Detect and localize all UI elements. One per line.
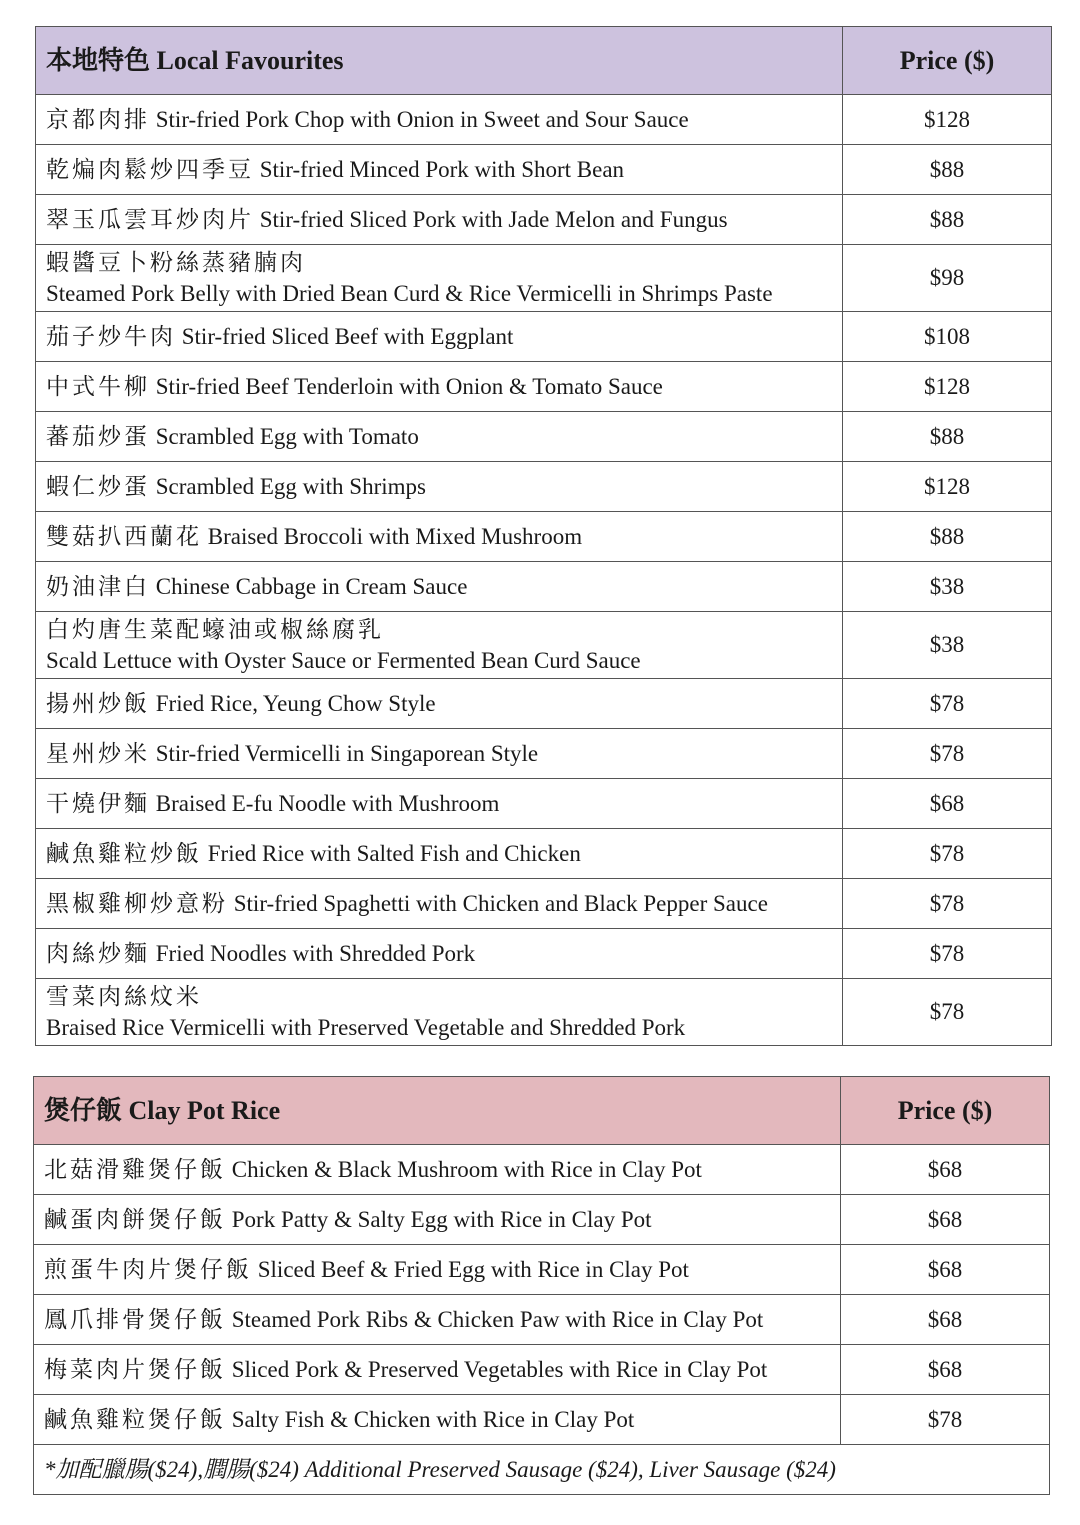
dish-name-cell [36, 612, 843, 679]
dish-price: $88 [843, 195, 1052, 245]
dish-english-name: Stir-fried Vermicelli in Singaporean Style [155, 740, 539, 766]
dish-english-name: Steamed Pork Belly with Dried Bean Curd & Rice Vermicelli in Shrimps Paste [46, 281, 773, 306]
table-header-row [34, 1077, 1050, 1145]
dish-chinese-name: 蝦仁炒蛋 [46, 473, 150, 499]
dish-english-name: Steamed Pork Ribs & Chicken Paw with Rice in Clay Pot [231, 1306, 764, 1332]
dish-price: $78 [843, 829, 1052, 879]
dish-english-name: Stir-fried Sliced Beef with Eggplant [181, 323, 514, 349]
dish-english-name: Salty Fish & Chicken with Rice in Clay Pot [231, 1406, 635, 1432]
dish-chinese-name: 鹹蛋肉餅煲仔飯 [44, 1206, 226, 1232]
table-row [36, 929, 1052, 979]
dish-name-cell [36, 679, 843, 729]
dish-name-cell [36, 929, 843, 979]
table-row [36, 462, 1052, 512]
dish-name-cell [36, 879, 843, 929]
dish-chinese-name: 鹹魚雞粒炒飯 [46, 840, 202, 866]
dish-english-name: Braised Rice Vermicelli with Preserved Vegetable and Shredded Pork [46, 1015, 686, 1040]
dish-chinese-name: 乾煸肉鬆炒四季豆 [46, 156, 254, 182]
dish-english-name: Stir-fried Pork Chop with Onion in Sweet and Sour Sauce [155, 106, 689, 132]
table-row [36, 362, 1052, 412]
dish-price: $68 [841, 1145, 1050, 1195]
table-row [36, 979, 1052, 1046]
dish-chinese-name: 京都肉排 [46, 106, 150, 132]
table-row [34, 1145, 1050, 1195]
dish-chinese-name: 蝦醬豆卜粉絲蒸豬腩肉 [46, 249, 306, 275]
table-row [36, 679, 1052, 729]
dish-chinese-name: 茄子炒牛肉 [46, 323, 176, 349]
price-header: Price ($) [841, 1077, 1050, 1145]
dish-name-cell [34, 1195, 841, 1245]
dish-price: $68 [841, 1245, 1050, 1295]
dish-name-cell [36, 312, 843, 362]
dish-price: $128 [843, 95, 1052, 145]
dish-english-name: Pork Patty & Salty Egg with Rice in Clay Pot [231, 1206, 652, 1232]
dish-price: $88 [843, 412, 1052, 462]
section-title: 煲仔飯 Clay Pot Rice [34, 1077, 841, 1145]
dish-name-cell [34, 1295, 841, 1345]
dish-chinese-name: 干燒伊麵 [46, 790, 150, 816]
dish-name-cell [36, 979, 843, 1046]
dish-chinese-name: 鹹魚雞粒煲仔飯 [44, 1406, 226, 1432]
dish-english-name: Braised Broccoli with Mixed Mushroom [207, 523, 583, 549]
table-row [36, 145, 1052, 195]
table-row [36, 312, 1052, 362]
dish-price: $108 [843, 312, 1052, 362]
dish-price: $78 [843, 879, 1052, 929]
dish-chinese-name: 揚州炒飯 [46, 690, 150, 716]
table-row [36, 779, 1052, 829]
clay-pot-rice-table [33, 1076, 1050, 1495]
dish-price: $98 [843, 245, 1052, 312]
dish-chinese-name: 白灼唐生菜配蠔油或椒絲腐乳 [46, 616, 384, 642]
dish-name-cell [36, 412, 843, 462]
dish-price: $78 [843, 679, 1052, 729]
dish-chinese-name: 梅菜肉片煲仔飯 [44, 1356, 226, 1382]
dish-chinese-name: 翠玉瓜雲耳炒肉片 [46, 206, 254, 232]
dish-name-cell [36, 95, 843, 145]
section-title: 本地特色 Local Favourites [36, 27, 843, 95]
dish-name-cell [34, 1245, 841, 1295]
price-header: Price ($) [843, 27, 1052, 95]
table-row [34, 1245, 1050, 1295]
table-row [36, 512, 1052, 562]
dish-chinese-name: 蕃茄炒蛋 [46, 423, 150, 449]
table-header-row [36, 27, 1052, 95]
local-favourites-table [35, 26, 1052, 1046]
dish-name-cell [36, 245, 843, 312]
dish-price: $68 [841, 1295, 1050, 1345]
table-row [36, 95, 1052, 145]
dish-name-cell [36, 779, 843, 829]
dish-chinese-name: 星州炒米 [46, 740, 150, 766]
dish-price: $88 [843, 145, 1052, 195]
dish-price: $88 [843, 512, 1052, 562]
table-row [36, 612, 1052, 679]
dish-name-cell [36, 562, 843, 612]
dish-name-cell [36, 145, 843, 195]
dish-name-cell [36, 729, 843, 779]
dish-name-cell [36, 362, 843, 412]
table-row [34, 1345, 1050, 1395]
dish-name-cell [36, 512, 843, 562]
dish-english-name: Scrambled Egg with Shrimps [155, 473, 426, 499]
dish-price: $78 [843, 729, 1052, 779]
dish-english-name: Fried Rice with Salted Fish and Chicken [207, 840, 581, 866]
dish-chinese-name: 肉絲炒麵 [46, 940, 150, 966]
dish-price: $128 [843, 462, 1052, 512]
dish-english-name: Stir-fried Sliced Pork with Jade Melon and Fungus [259, 206, 728, 232]
table-row [36, 245, 1052, 312]
dish-chinese-name: 奶油津白 [46, 573, 150, 599]
table-row [36, 195, 1052, 245]
dish-price: $78 [841, 1395, 1050, 1445]
note-text: *加配臘腸($24),膶腸($24) Additional Preserved Sausage ($24), Liver Sausage ($24) [34, 1445, 1050, 1495]
dish-english-name: Scrambled Egg with Tomato [155, 423, 419, 449]
dish-name-cell [36, 829, 843, 879]
note-row [34, 1445, 1050, 1495]
dish-english-name: Stir-fried Spaghetti with Chicken and Black Pepper Sauce [233, 890, 768, 916]
dish-name-cell [36, 462, 843, 512]
dish-english-name: Braised E-fu Noodle with Mushroom [155, 790, 500, 816]
dish-english-name: Sliced Pork & Preserved Vegetables with Rice in Clay Pot [231, 1356, 768, 1382]
table-row [36, 879, 1052, 929]
dish-price: $78 [843, 929, 1052, 979]
dish-name-cell [34, 1395, 841, 1445]
dish-english-name: Stir-fried Minced Pork with Short Bean [259, 156, 625, 182]
dish-chinese-name: 黑椒雞柳炒意粉 [46, 890, 228, 916]
table-row [36, 562, 1052, 612]
dish-price: $78 [843, 979, 1052, 1046]
dish-price: $38 [843, 612, 1052, 679]
dish-english-name: Scald Lettuce with Oyster Sauce or Fermented Bean Curd Sauce [46, 648, 641, 673]
table-row [36, 829, 1052, 879]
dish-chinese-name: 雙菇扒西蘭花 [46, 523, 202, 549]
dish-english-name: Chinese Cabbage in Cream Sauce [155, 573, 468, 599]
table-row [36, 729, 1052, 779]
dish-name-cell [36, 195, 843, 245]
dish-chinese-name: 雪菜肉絲炆米 [46, 983, 202, 1009]
dish-english-name: Stir-fried Beef Tenderloin with Onion & Tomato Sauce [155, 373, 663, 399]
table-row [36, 412, 1052, 462]
table-row [34, 1295, 1050, 1345]
dish-price: $68 [841, 1345, 1050, 1395]
table-row [34, 1195, 1050, 1245]
dish-name-cell [34, 1345, 841, 1395]
dish-chinese-name: 北菇滑雞煲仔飯 [44, 1156, 226, 1182]
dish-english-name: Sliced Beef & Fried Egg with Rice in Clay Pot [257, 1256, 689, 1282]
dish-price: $68 [843, 779, 1052, 829]
dish-price: $128 [843, 362, 1052, 412]
dish-price: $68 [841, 1195, 1050, 1245]
dish-price: $38 [843, 562, 1052, 612]
dish-chinese-name: 鳳爪排骨煲仔飯 [44, 1306, 226, 1332]
dish-english-name: Fried Rice, Yeung Chow Style [155, 690, 436, 716]
dish-chinese-name: 中式牛柳 [46, 373, 150, 399]
dish-english-name: Chicken & Black Mushroom with Rice in Clay Pot [231, 1156, 702, 1182]
dish-name-cell [34, 1145, 841, 1195]
dish-chinese-name: 煎蛋牛肉片煲仔飯 [44, 1256, 252, 1282]
dish-english-name: Fried Noodles with Shredded Pork [155, 940, 476, 966]
table-row [34, 1395, 1050, 1445]
